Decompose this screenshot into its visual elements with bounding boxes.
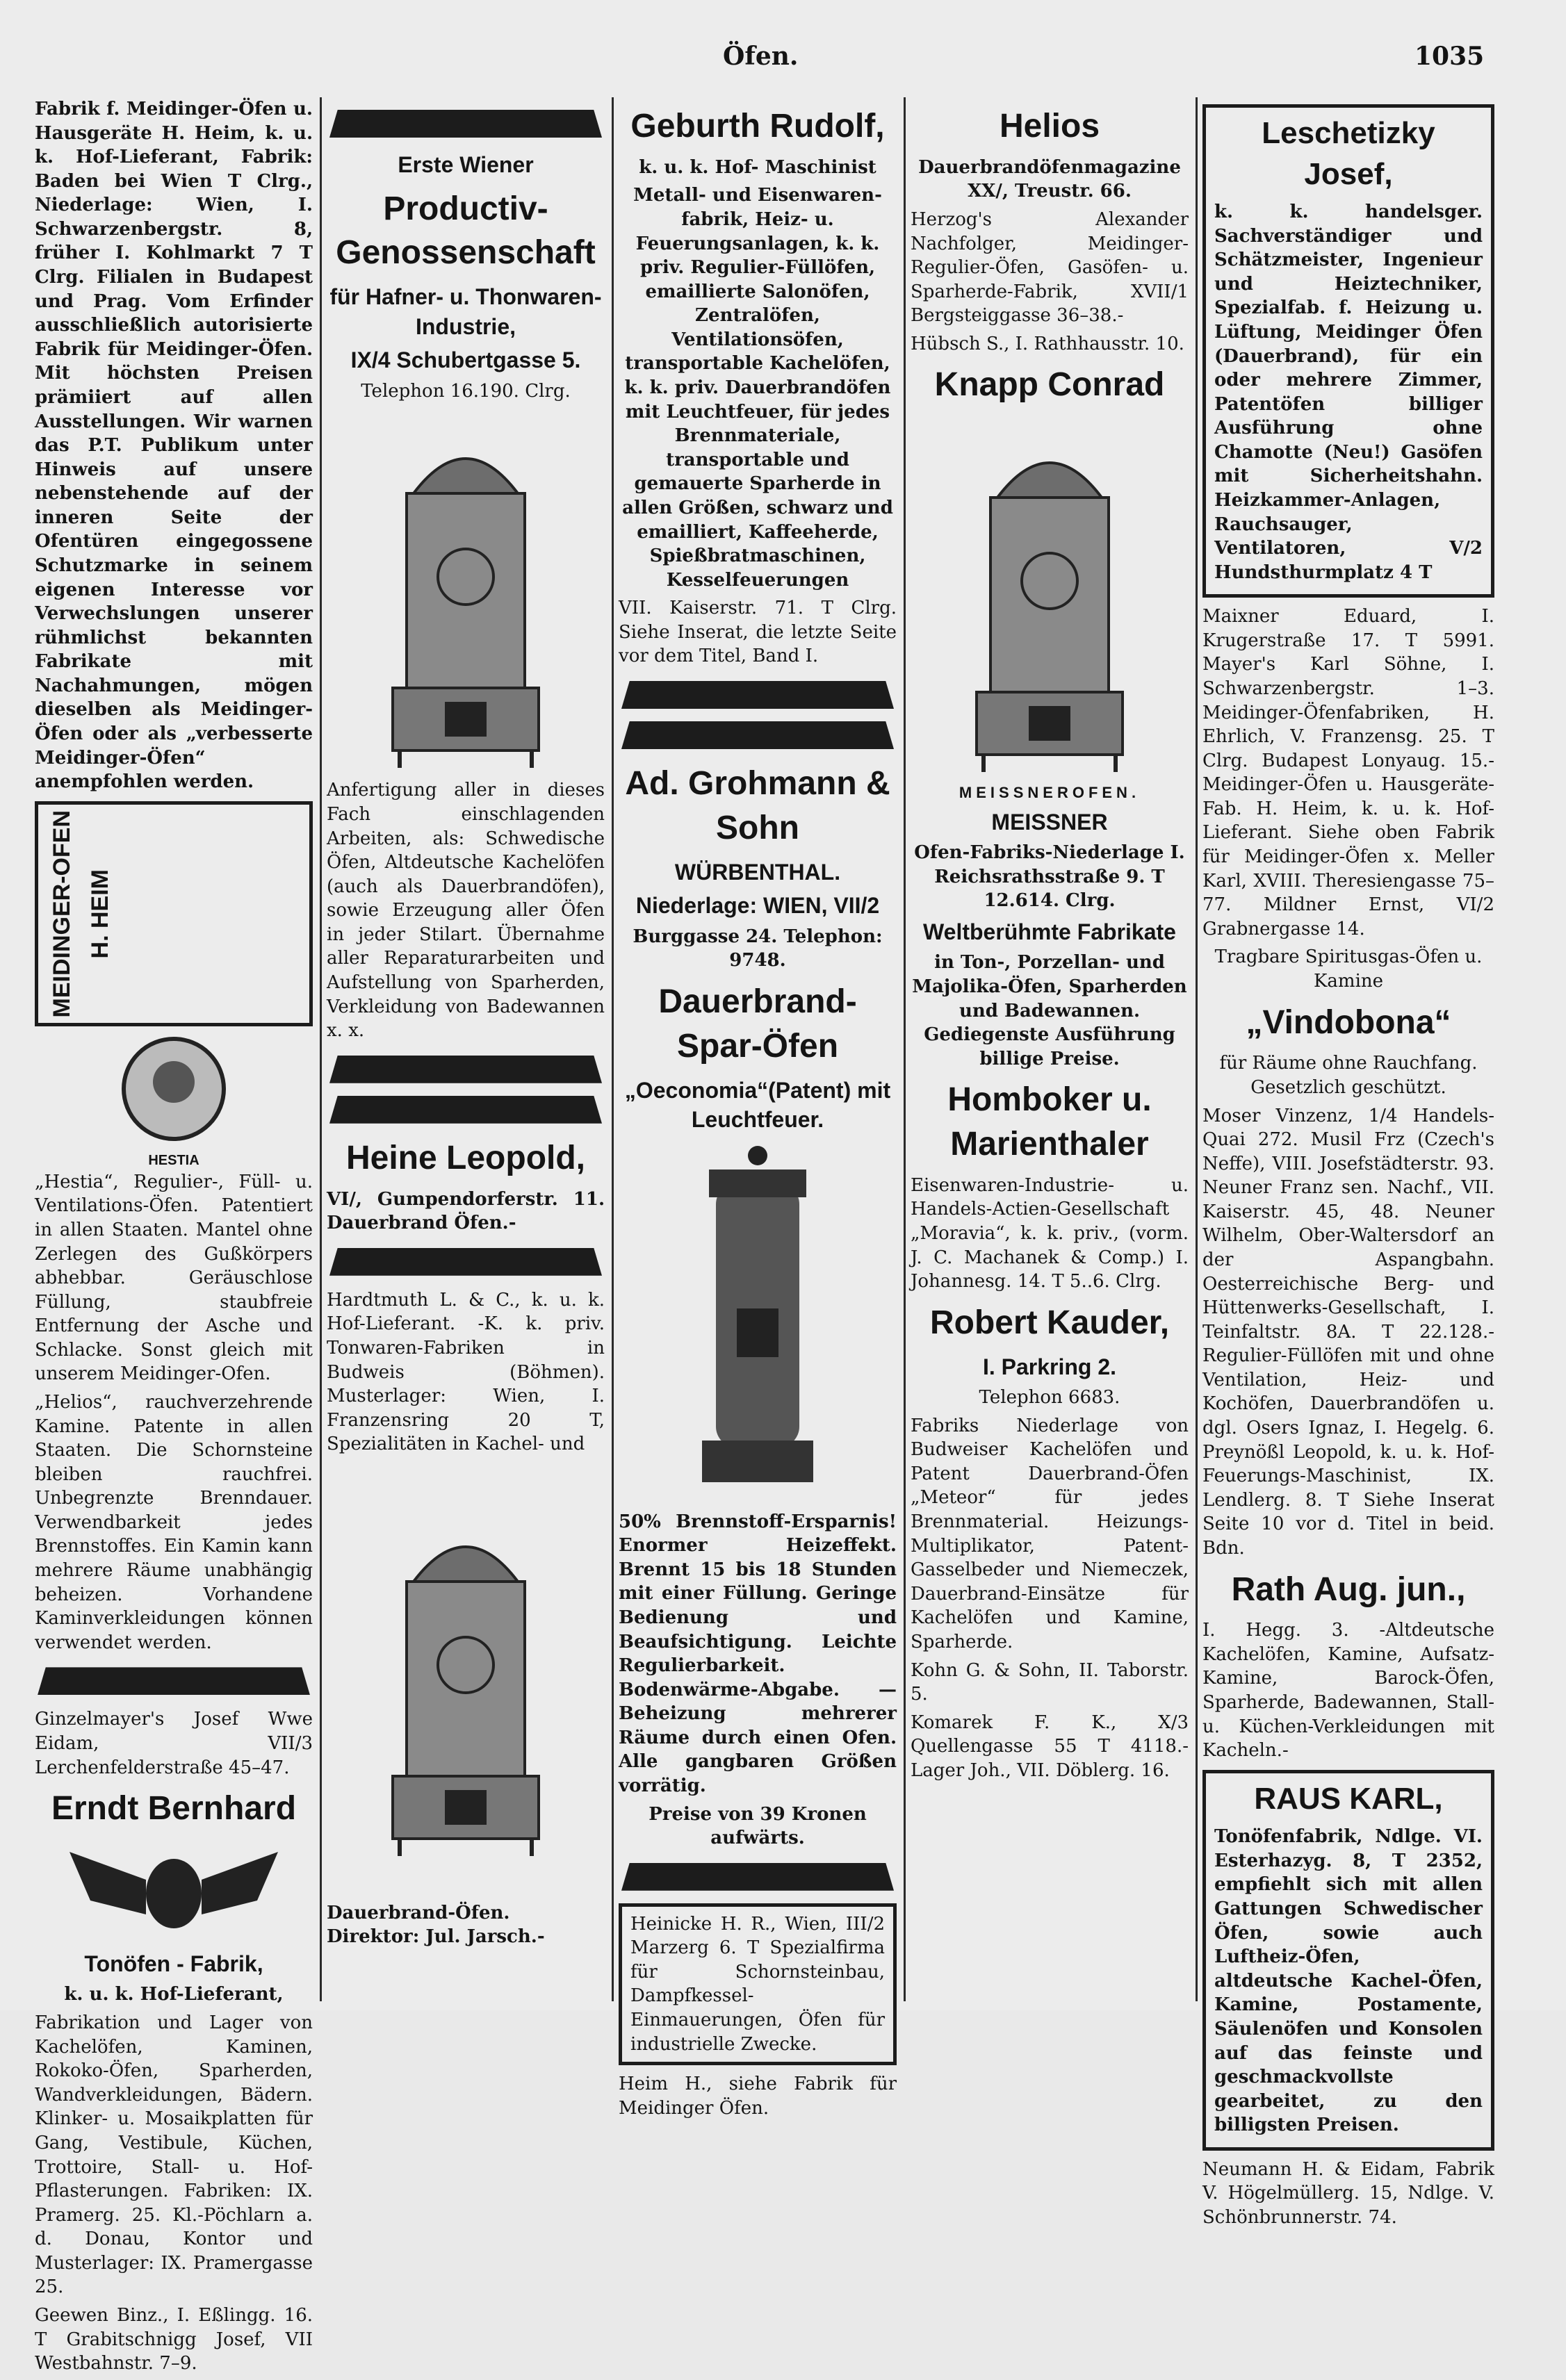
boxed-ad <box>1202 1770 1494 2151</box>
ad-heading: Homboker u. Marienthaler <box>947 1081 1152 1163</box>
divider-bar <box>621 1863 894 1891</box>
hestia-medallion-icon <box>118 1033 229 1144</box>
ad-text: Heim H., siehe Fabrik für Meidinger Öfen. <box>619 2074 897 2119</box>
ad-text: Hübsch S., I. Rathhausstr. 10. <box>911 333 1184 354</box>
divider-bar <box>621 681 894 709</box>
stove-figure <box>911 414 1189 775</box>
ad-text: Fabrik f. Meidinger-Öfen u. Hausgeräte H. Heim, k. u. k. Hof-Lieferant, Fabrik: Baden bei Wien T Clrg., Niederlage: Wien, I. Schwarzenbergstr. 8, früher I. Kohlmarkt 7 T Clrg. Filialen in Budapest und Prag. Vom Erfinder ausschließlich autorisierte Fabrik für Meidinger-Öfen. Mit höchsten Preisen prämiiert auf allen Ausstellungen. Wir warnen das P.T. Publikum unter Hinweis auf unsere nebenstehende auf der inneren Seite der Ofentüren eingegossene Schutzmarke in seinem eigenen Interesse vor Verwechslungen unserer rühmlichst bekannten Fabrikate mit Nachahmungen, mögen dieselben als Meidinger-Öfen oder als „verbesserte Meidinger-Öfen“ anempfohlen werden. <box>35 99 313 793</box>
ad-heading: Productiv-Genossenschaft <box>336 190 596 272</box>
ad-text: Tragbare Spiritusgas-Öfen u. Kamine <box>1214 946 1483 992</box>
ad-subheading: für Hafner- u. Thonwaren-Industrie, <box>329 284 602 339</box>
divider-bar <box>329 1096 602 1124</box>
ad-heading: RAUS KARL, <box>1254 1781 1443 1816</box>
medallion-label: HESTIA <box>148 1153 199 1169</box>
ad-heading: Knapp Conrad <box>934 366 1165 404</box>
ad-subheading: Erste Wiener <box>398 152 534 177</box>
ad-text: Tonöfenfabrik, Ndlge. VI. Esterhazyg. 8, T 2352, empfiehlt sich mit allen Gattungen Schwedischer Öfen, sowie auch Luftheiz-Öfen, altdeutsche Kachel-Öfen, Kamine, Postamente, Säulenöfen und Konsolen auf das feinste und geschmackvollste gearbeitet, zu den billigsten Preisen. <box>1214 1826 1483 2136</box>
boxed-ad <box>1202 104 1494 598</box>
ad-text: Metall- und Eisenwaren-fabrik, Heiz- u. Feuerungsanlagen, k. k. priv. Regulier-Füllöfen, emaillierte Salonöfen, Zentralöfen, Ventilationsöfen, transportable Kachelöfen, k. k. priv. Dauerbrandöfen mit Leuchtfeuer, für jedes Brennmateriale, transportable und gemauerte Sparherde in allen Größen, schwarz und emailliert, Kaffeeherde, Spießbratmaschinen, Kesselfeuerungen <box>622 185 893 591</box>
stamp-line: H. HEIM <box>87 869 114 959</box>
ad-text: k. u. k. Hof- Maschinist <box>639 156 876 178</box>
divider-bar <box>329 110 602 138</box>
ad-text: Fabrikation und Lager von Kachelöfen, Kaminen, Rokoko-Öfen, Sparherden, Wandverkleidungen, Bädern. Klinker- u. Mosaikplatten für Gang, Vestibule, Küchen, Trottoire, Stall- u. Hof-Pflasterungen. Fabriken: IX. Pramerg. 25. Kl.-Pöchlarn a. d. Donau, Kontor und Musterlager: IX. Pramergasse 25. <box>35 2012 313 2298</box>
ad-text: Ofen-Fabriks-Niederlage I. Reichsrathsstraße 9. T 12.614. Clrg. <box>914 842 1185 912</box>
eagle-emblem <box>35 1838 313 1942</box>
ad-text: Herzog's Alexander Nachfolger, Meidinger-Regulier-Öfen, Gasöfen- u. Sparherde-Fabrik, XVII/1 Bergsteiggasse 36–38.- <box>911 208 1189 327</box>
tile-stove-illustration <box>970 414 1129 775</box>
stamp-line: MEIDINGER-OFEN <box>49 810 75 1018</box>
ad-heading: Erndt Bernhard <box>51 1790 297 1828</box>
ad-text: Geewen Binz., I. Eßlingg. 16. T Grabitschnigg Josef, VII Westbahnstr. 7–9. <box>35 2305 313 2374</box>
ad-text: VI/, Gumpendorferstr. 11. Dauerbrand Öfen.- <box>327 1188 605 1234</box>
divider-bar <box>621 721 894 749</box>
ad-subheading: Weltberühmte Fabrikate <box>923 919 1176 944</box>
column-rule <box>612 97 614 2001</box>
ad-text: Komarek F. K., X/3 Quellengasse 55 T 4118.- Lager Joh., VII. Döblerg. 16. <box>911 1712 1189 1781</box>
ad-text: Telephon 16.190. Clrg. <box>361 380 571 402</box>
ad-text: VII. Kaiserstr. 71. T Clrg. Siehe Inserat, die letzte Seite vor dem Titel, Band I. <box>619 598 897 667</box>
column-rule <box>904 97 906 2001</box>
column-2 <box>327 97 605 1953</box>
ad-text: Moser Vinzenz, 1/4 Handels-Quai 272. Musil Frz (Czech's Neffe), VIII. Josefstädterstr. 93. Neuner Franz sen. Nachf., VII. Kaiserstr. 45, 48. Neuner Wilhelm, Ober-Waltersdorf an der Aspangbahn. Oesterreichische Berg- und Hüttenwerks-Gesellschaft, I. Teinfaltstr. 8A. T 22.128.- Regulier-Füllöfen mit und ohne Ventilation, Heiz- und Kochöfen, Dauerbrandöfen u. dgl. Osers Ignaz, I. Hegelg. 6. Preynößl Leopold, k. u. k. Hof-Feuerungs-Maschinist, IX. Lendlerg. 8. T Siehe Inserat Seite 10 vor d. Titel in beid. Bdn. <box>1202 1105 1494 1559</box>
column-4 <box>911 97 1189 1787</box>
ad-heading: „Vindobona“ <box>1246 1003 1451 1041</box>
ad-subheading: MEISSNER <box>991 809 1108 835</box>
ad-text: I. Hegg. 3. -Altdeutsche Kachelöfen, Kamine, Aufsatz-Kamine, Barock-Öfen, Sparherde, Badewannen, Stall- u. Küchen-Verkleidungen mit Kacheln.- <box>1202 1620 1494 1762</box>
ad-text: in Ton-, Porzellan- und Majolika-Öfen, Sparherden und Badewannen. Gediegenste Ausführung billige Preise. <box>912 952 1187 1069</box>
ad-text: k. k. handelsger. Sachverständiger und Schätzmeister, Ingenieur und Heiztechniker, Spezialfab. f. Heizung u. Lüftung, Meidinger Öfen (Dauerbrand), für ein oder mehrere Zimmer, Patentöfen billiger Ausführung ohne Chamotte (Neu!) Gasöfen mit Sicherheitshahn. Heizkammer-Anlagen, Rauchsauger, Ventilatoren, V/2 Hundsthurmplatz 4 T <box>1214 202 1483 583</box>
ad-heading: Heine Leopold, <box>345 1139 585 1176</box>
ad-text: Dauerbrandöfenmagazine XX/, Treustr. 66. <box>918 156 1181 202</box>
ad-text: für Räume ohne Rauchfang. Gesetzlich geschützt. <box>1219 1053 1478 1098</box>
boxed-ad: Heinicke H. R., Wien, III/2 Marzerg 6. T Spezialfirma für Schornsteinbau, Dampfkessel-Einmauerungen, Öfen für industrielle Zwecke. <box>619 1903 897 2065</box>
ad-text: Neumann H. & Eidam, Fabrik V. Högelmüllerg. 15, Ndlge. V. Schönbrunnerstr. 74. <box>1202 2158 1494 2228</box>
ad-heading: Ad. Grohmann & Sohn <box>625 764 890 846</box>
side-label: MEISSNEROFEN. <box>959 784 1141 802</box>
ad-text: Dauerbrand-Öfen. Direktor: Jul. Jarsch.- <box>327 1902 545 1948</box>
ad-heading: Robert Kauder, <box>929 1304 1170 1341</box>
stove-figure <box>327 1463 605 1894</box>
ad-text: Anfertigung aller in dieses Fach einschlagenden Arbeiten, als: Schwedische Öfen, Altdeutsche Kachelöfen (auch als Dauerbrandöfen), sowie Erzeugung aller Öfen in jeder Stilart. Übernahme aller Reparaturarbeiten und Aufstellung von Sparherden, Verkleidung von Badewannen x. x. <box>327 780 605 1042</box>
column-rule <box>1196 97 1198 2001</box>
ad-text: Hardtmuth L. & C., k. u. k. Hof-Lieferant. -K. k. priv. Tonwaren-Fabriken in Budweis (Böhmen). Musterlager: Wien, I. Franzensring 20 T, Spezialitäten in Kachel- und <box>327 1289 605 1455</box>
ad-subheading: „Oeconomia“(Patent) mit Leuchtfeuer. <box>624 1077 891 1133</box>
ad-heading: Rath Aug. jun., <box>1231 1570 1466 1608</box>
ad-text: 50% Brennstoff-Ersparnis! Enormer Heizeffekt. Brennt 15 bis 18 Stunden mit einer Füllung. Geringe Bedienung und Beaufsichtigung. Leichte Regulierbarkeit. Bodenwärme-Abgabe. — Beheizung mehrerer Räume durch einen Ofen. Alle gangbaren Größen vorrätig. <box>619 1511 897 1796</box>
divider-bar <box>38 1667 310 1695</box>
divider-bar <box>329 1056 602 1083</box>
ad-subheading: I. Parkring 2. <box>982 1354 1117 1379</box>
ad-heading: Geburth Rudolf, <box>630 108 885 145</box>
ad-subheading: Niederlage: WIEN, VII/2 <box>635 893 880 919</box>
ad-text: Eisenwaren-Industrie- u. Handels-Actien-Gesellschaft „Moravia“, k. k. priv., (vorm. J. C. Machanek & Comp.) I. Johannesg. 14. T 5..6. Clrg. <box>911 1174 1189 1292</box>
double-eagle-icon <box>63 1838 285 1942</box>
ad-heading: Helios <box>999 108 1100 145</box>
ad-subheading: Tonöfen - Fabrik, <box>84 1951 263 1976</box>
stove-figure <box>327 410 605 771</box>
divider-bar <box>329 1248 602 1276</box>
ad-text: „Helios“, rauchverzehrende Kamine. Patente in allen Staaten. Die Schornsteine bleiben rauchfrei. Unbegrenzte Brenndauer. Verwendbarkeit jedes Brennstoffes. Ein Kamin kann mehrere Räume unabhängig beheizen. Vorhandene Kaminverkleidungen können verwendet werden. <box>35 1392 313 1653</box>
page-title: Öfen. <box>723 42 799 71</box>
round-stove-illustration <box>688 1142 827 1503</box>
ad-text: „Hestia“, Regulier-, Füll- u. Ventilations-Öfen. Patentiert in allen Staaten. Mantel ohne Zerlegen des Gußkörpers abhebbar. Geräuschlose Füllung, staubfreie Entfernung der Asche und Schlacke. Sonst gleich mit unserem Meidinger-Ofen. <box>35 1171 313 1385</box>
ad-text: Maixner Eduard, I. Krugerstraße 17. T 5991. Mayer's Karl Söhne, I. Schwarzenbergstr. 1–3. Meidinger-Öfenfabriken, H. Ehrlich, V. Franzensg. 25. T Clrg. Budapest Lonyaug. 15.- Meidinger-Öfen u. Hausgeräte-Fab. H. Heim, k. u. k. Hof-Lieferant. Siehe oben Fabrik für Meidinger-Öfen x. Meller Karl, XVIII. Theresiengasse 75–77. Mildner Ernst, VI/2 Grabnergasse 14. <box>1202 606 1494 939</box>
stove-figure <box>619 1142 897 1503</box>
ad-text: Preise von 39 Kronen aufwärts. <box>649 1803 867 1849</box>
column-1 <box>35 97 313 2380</box>
hestia-medallion <box>35 1033 313 1170</box>
ad-text: Telephon 6683. <box>979 1387 1120 1409</box>
trademark-stamp <box>35 801 313 1026</box>
ad-text: Fabriks Niederlage von Budweiser Kachelöfen und Patent Dauerbrand-Öfen „Meteor“ für jedes Brennmaterial. Heizungs-Multiplikator, Patent-Gasselbeder und Niemeczek, Dauerbrand-Einsätze für Kachelöfen und Kamine, Sparherde. <box>911 1415 1189 1652</box>
tile-stove-illustration <box>386 410 546 771</box>
page-number: 1035 <box>1414 42 1485 71</box>
ad-text: Ginzelmayer's Josef Wwe Eidam, VII/3 Lerchenfelderstraße 45–47. <box>35 1709 313 1778</box>
ad-subheading: WÜRBENTHAL. <box>674 859 841 885</box>
column-3 <box>619 97 897 2124</box>
ad-subheading: IX/4 Schubertgasse 5. <box>350 347 581 373</box>
column-5 <box>1202 97 1494 2234</box>
column-rule <box>320 97 322 2001</box>
ad-text: Burggasse 24. Telephon: 9748. <box>633 926 883 971</box>
ad-heading: Dauerbrand-Spar-Öfen <box>658 983 857 1065</box>
ad-text: Kohn G. & Sohn, II. Taborstr. 5. <box>911 1659 1189 1705</box>
ad-heading: Leschetizky Josef, <box>1262 116 1435 191</box>
tile-stove-illustration <box>386 1463 546 1894</box>
ad-text: k. u. k. Hof-Lieferant, <box>64 1984 284 2005</box>
